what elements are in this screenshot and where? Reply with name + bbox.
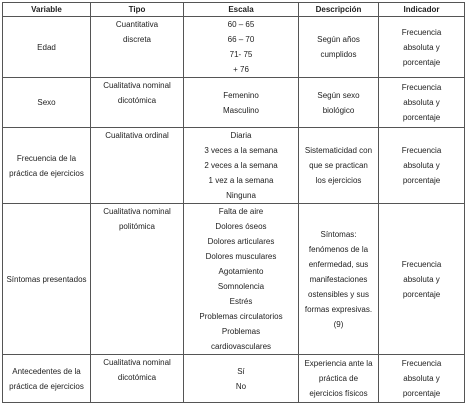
table-row <box>3 204 465 355</box>
cell-escala-line: Agotamiento <box>218 267 264 276</box>
cell-descripcion-line: los ejercicios <box>315 176 362 185</box>
cell-indicador <box>379 17 465 78</box>
cell-variable: Edad <box>3 17 91 78</box>
cell-tipo-line: dicotómica <box>117 373 157 382</box>
cell-indicador-line: Frecuencia <box>401 146 442 155</box>
variables-table <box>2 2 465 403</box>
cell-escala-line: 71- 75 <box>229 50 253 59</box>
table-row <box>3 128 465 204</box>
cell-descripcion-line: cumplidos <box>320 50 357 59</box>
cell-tipo-line: dicotómica <box>117 96 157 105</box>
header-row <box>3 3 465 17</box>
cell-indicador <box>379 78 465 128</box>
cell-variable: Sexo <box>3 78 91 128</box>
cell-tipo-line: politómica <box>118 222 155 231</box>
cell-descripcion-line: Según sexo <box>317 90 360 100</box>
cell-escala-line: 3 veces a la semana <box>204 146 278 155</box>
cell-variable: Frecuencia de la práctica de ejercicios <box>3 128 91 204</box>
cell-descripcion-line: manifestaciones <box>309 274 368 284</box>
cell-indicador-line: Frecuencia <box>401 259 442 269</box>
header-indicador: Indicador <box>379 3 465 17</box>
cell-tipo-line: Cualitativa ordinal <box>105 131 169 140</box>
cell-escala <box>184 355 299 403</box>
cell-indicador-line: absoluta y <box>403 161 440 170</box>
cell-escala-line: 1 vez a la semana <box>208 176 274 185</box>
cell-indicador <box>379 355 465 403</box>
cell-indicador-line: porcentaje <box>402 389 441 398</box>
cell-tipo-line: Cualitativa nominal <box>103 207 171 216</box>
cell-escala-line: Problemas circulatorios <box>199 312 283 321</box>
cell-descripcion <box>299 355 379 403</box>
cell-escala-line: cardiovasculares <box>210 342 272 351</box>
cell-descripcion <box>299 128 379 204</box>
cell-indicador-line: Frecuencia <box>401 359 442 368</box>
cell-escala-line: Dolores musculares <box>205 252 277 261</box>
cell-escala-line: No <box>235 381 247 391</box>
cell-tipo <box>91 128 184 204</box>
cell-indicador-line: porcentaje <box>402 113 441 122</box>
cell-tipo-line: discreta <box>122 35 151 44</box>
cell-descripcion-line: Experiencia ante la <box>304 359 373 368</box>
cell-indicador-line: porcentaje <box>402 289 441 299</box>
cell-escala-line: Sí <box>237 366 245 376</box>
cell-indicador-line: absoluta y <box>403 374 440 383</box>
cell-indicador-line: porcentaje <box>402 176 441 185</box>
cell-escala <box>184 17 299 78</box>
cell-descripcion <box>299 204 379 355</box>
cell-descripcion <box>299 17 379 78</box>
cell-descripcion-line: Sistematicidad con <box>304 146 373 155</box>
cell-descripcion-line: Síntomas: <box>320 229 357 239</box>
cell-escala-line: Diaria <box>230 131 252 140</box>
cell-escala-line: Femenino <box>223 90 259 100</box>
cell-descripcion-line: ostensibles y sus <box>308 289 369 299</box>
cell-escala-line: Falta de aire <box>218 207 264 216</box>
cell-tipo-line: Cualitativa nominal <box>103 358 171 367</box>
cell-escala-line: Somnolencia <box>217 282 265 291</box>
cell-descripcion-line: ejercicios físicos <box>309 389 368 398</box>
cell-escala-line: Dolores óseos <box>215 222 267 231</box>
cell-descripcion <box>299 78 379 128</box>
cell-variable: Antecedentes de la práctica de ejercicios <box>3 355 91 403</box>
cell-escala <box>184 204 299 355</box>
table-row <box>3 78 465 128</box>
cell-descripcion-line: Según años <box>317 35 360 44</box>
header-escala: Escala <box>184 3 299 17</box>
cell-escala <box>184 128 299 204</box>
cell-descripcion-line: fenómenos de la <box>308 244 369 254</box>
cell-escala-line: Estrés <box>229 297 253 306</box>
cell-escala-line: 66 – 70 <box>227 35 255 44</box>
cell-tipo-line: Cuantitativa <box>115 20 159 29</box>
cell-descripcion-line: (9) <box>333 319 344 329</box>
cell-indicador-line: porcentaje <box>402 57 441 67</box>
cell-indicador-line: absoluta y <box>403 98 440 107</box>
cell-descripcion-line: que se practican <box>309 161 368 170</box>
cell-tipo <box>91 17 184 78</box>
cell-escala-line: 60 – 65 <box>227 20 255 29</box>
cell-descripcion-line: formas expresivas. <box>304 304 373 314</box>
cell-descripcion-line: práctica de <box>318 374 359 383</box>
header-tipo: Tipo <box>91 3 184 17</box>
cell-escala-line: 2 veces a la semana <box>204 161 278 170</box>
cell-indicador-line: Frecuencia <box>401 83 442 92</box>
cell-tipo-line: Cualitativa nominal <box>103 81 171 90</box>
cell-escala <box>184 78 299 128</box>
table-body <box>3 17 465 403</box>
cell-indicador <box>379 128 465 204</box>
cell-indicador-line: absoluta y <box>403 274 440 284</box>
cell-escala-line: Ninguna <box>226 191 256 200</box>
cell-escala-line: Masculino <box>222 105 259 115</box>
cell-indicador <box>379 204 465 355</box>
cell-descripcion-line: enfermedad, sus <box>308 259 369 269</box>
table-row <box>3 17 465 78</box>
cell-escala-line: Problemas <box>221 327 261 336</box>
cell-descripcion-line: biológico <box>322 105 355 115</box>
header-variable: Variable <box>3 3 91 17</box>
cell-indicador-line: Frecuencia <box>401 27 442 37</box>
cell-escala-line: Dolores articulares <box>207 237 275 246</box>
header-descripcion: Descripción <box>299 3 379 17</box>
table-row <box>3 355 465 403</box>
cell-variable: Síntomas presentados <box>3 204 91 355</box>
cell-tipo <box>91 204 184 355</box>
cell-tipo <box>91 355 184 403</box>
cell-indicador-line: absoluta y <box>403 42 440 52</box>
cell-escala-line: + 76 <box>233 65 249 74</box>
cell-tipo <box>91 78 184 128</box>
